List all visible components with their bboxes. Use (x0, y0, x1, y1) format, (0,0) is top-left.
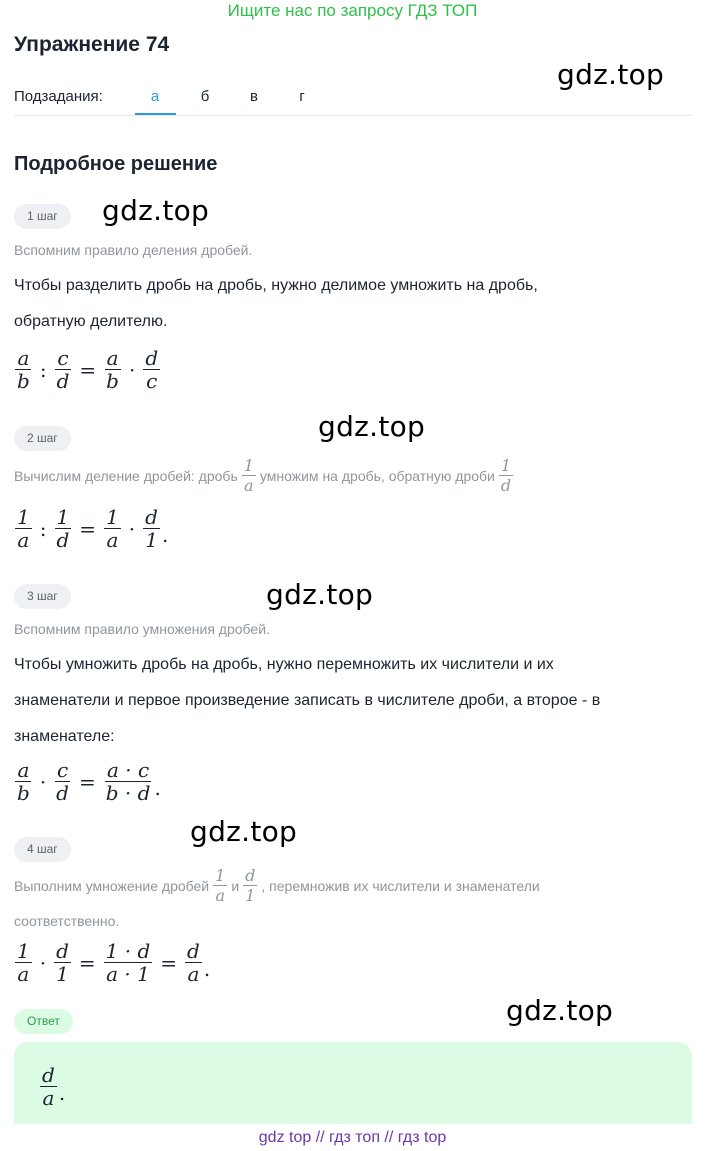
watermark: gdz.top (557, 58, 665, 91)
step-1-hint: Вспомним правило деления дробей. (14, 242, 253, 258)
step-2-hint: Вычислим деление дробей: дробь $\frac{1}{a}$ умножим на дробь, обратную дроби $\frac{1}{d}$ (14, 456, 512, 495)
watermark: gdz.top (318, 410, 426, 443)
step-4-hint-continued: соответственно. (14, 913, 120, 929)
step-3-text-line-2: знаменатели и первое произведение записать в числителе дроби, а второе - в (14, 692, 601, 709)
step-3-formula: $\frac{a}{b}$ · $\frac{c}{d}$ = $\frac{a \cdot c}{b \cdot d}$ . (17, 758, 161, 805)
fraction: $\frac{1}{a}$ (17, 505, 30, 552)
tab-b[interactable]: б (200, 88, 210, 105)
divider (14, 115, 692, 116)
fraction: $\frac{a}{b}$ (106, 346, 119, 393)
footer-links[interactable]: gdz top // гдз топ // гдз top (0, 1124, 705, 1151)
step-2-formula: $\frac{1}{a}$ : $\frac{1}{d}$ = $\frac{1}{a}$ · $\frac{d}{1}$ . (17, 505, 169, 552)
fraction: $\frac{a}{b}$ (17, 758, 30, 805)
watermark: gdz.top (266, 578, 374, 611)
fraction: $\frac{1}{d}$ (500, 456, 512, 495)
fraction: $\frac{d}{a}$ (187, 939, 200, 986)
fraction: $\frac{1}{a}$ (106, 505, 119, 552)
step-3-badge: 3 шаг (14, 584, 71, 609)
step-4-formula: $\frac{1}{a}$ · $\frac{d}{1}$ = $\frac{1 \cdot d}{a \cdot 1}$ = $\frac{d}{a}$ . (17, 939, 211, 986)
subtasks-label: Подзадания: (14, 88, 103, 105)
step-1-text-line-2: обратную делителю. (14, 313, 168, 330)
watermark: gdz.top (506, 994, 614, 1027)
fraction: $\frac{d}{1}$ (56, 939, 69, 986)
step-3-text-line-3: знаменателе: (14, 728, 115, 745)
tab-a[interactable]: а (150, 88, 160, 105)
fraction: $\frac{c}{d}$ (56, 758, 69, 805)
fraction: $\frac{d}{1}$ (245, 866, 256, 905)
step-3-text-line-1: Чтобы умножить дробь на дробь, нужно перемножить их числители и их (14, 656, 554, 673)
step-1-badge: 1 шаг (14, 204, 71, 229)
step-4-badge: 4 шаг (14, 837, 71, 862)
section-title: Подробное решение (14, 153, 218, 175)
step-3-hint: Вспомним правило умножения дробей. (14, 621, 270, 637)
promo-banner[interactable]: Ищите нас по запросу ГДЗ ТОП (227, 1, 478, 20)
answer-badge: Ответ (14, 1009, 73, 1034)
tab-g[interactable]: г (299, 88, 305, 105)
page-title: Упражнение 74 (14, 33, 170, 56)
fraction: $\frac{d}{c}$ (145, 346, 159, 393)
fraction: $\frac{a}{b}$ (17, 346, 30, 393)
fraction: $\frac{d}{1}$ (145, 505, 158, 552)
fraction: $\frac{1}{a}$ (215, 866, 226, 905)
fraction: $\frac{a \cdot c}{b \cdot d}$ (105, 758, 151, 805)
step-4-hint: Выполним умножение дробей $\frac{1}{a}$ и $\frac{d}{1}$ , перемножив их числители и знаменатели (14, 866, 540, 905)
watermark: gdz.top (102, 194, 210, 227)
answer-formula: $\frac{d}{a}$ . (42, 1063, 66, 1110)
fraction: $\frac{1 \cdot d}{a \cdot 1}$ (105, 939, 151, 986)
watermark: gdz.top (190, 815, 298, 848)
fraction: $\frac{1}{a}$ (17, 939, 30, 986)
step-1-formula: $\frac{a}{b}$ : $\frac{c}{d}$ = $\frac{a}{b}$ · $\frac{d}{c}$ (17, 346, 159, 393)
fraction: $\frac{c}{d}$ (56, 346, 70, 393)
tab-v[interactable]: в (250, 88, 258, 105)
step-2-badge: 2 шаг (14, 426, 71, 451)
fraction: $\frac{1}{a}$ (243, 456, 254, 495)
fraction: $\frac{1}{d}$ (56, 505, 70, 552)
step-1-text-line-1: Чтобы разделить дробь на дробь, нужно делимое умножить на дробь, (14, 277, 538, 294)
fraction: $\frac{d}{a}$ (42, 1063, 55, 1110)
